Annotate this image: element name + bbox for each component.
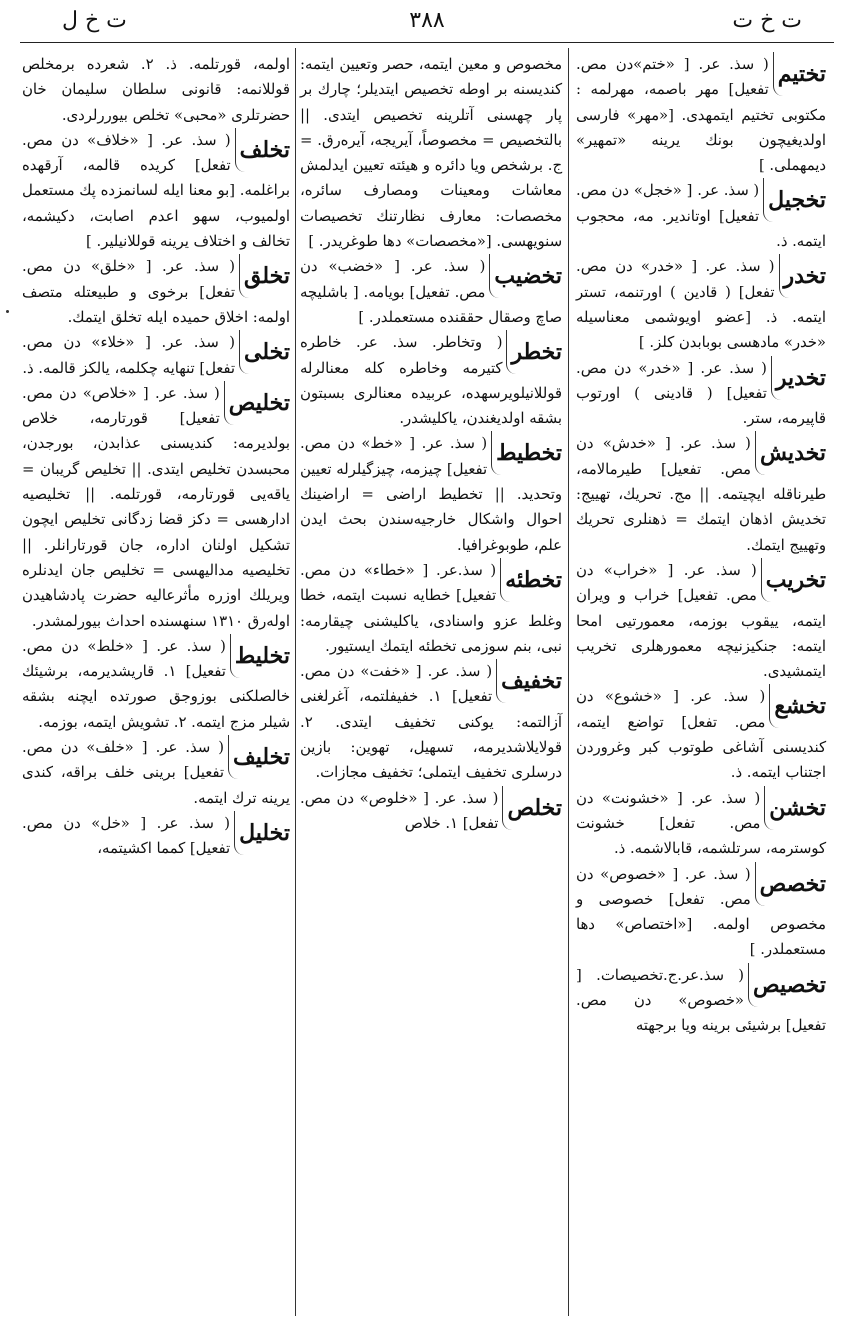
entry-definition: ( سذ. عر. [ «خجل» دن مص. تفعيل] اوتاندير. مه، محجوب ايتمه. ذ. xyxy=(576,182,826,251)
column-rule-right xyxy=(568,48,569,1316)
entry-headword: تختيم xyxy=(773,52,826,96)
entry-definition: ( سذ. عر. [ «خلاء» دن مص. تفعل] تنهايه چكلمه، يالكز قالمه. ذ. xyxy=(22,334,236,377)
entry-definition: ( سذ. عر. [ «خشوع» دن مص. تفعل] تواضع ايتمه، كنديسنى آشاغى طوتوب كبر وغروردن اجتناب ايتمه. ذ. xyxy=(576,688,826,782)
dictionary-entry xyxy=(576,431,826,557)
entry-headword: تخشن xyxy=(764,786,826,830)
entry-headword: تخلف xyxy=(235,128,290,172)
running-head xyxy=(22,6,832,36)
dictionary-entry xyxy=(576,178,826,254)
entry-definition: ( سذ. عر. [ «خلف» دن مص. تفعيل] برينى خلف براقه، كندى يرينه ترك ايتمه. xyxy=(22,739,290,807)
dictionary-entry xyxy=(22,811,290,862)
entry-definition: ( سذ. عر. [ «خلق» دن مص. تفعل] برخوى و طبيعتله متصف اولمه: اخلاق حميده ايله تخلق ايتمك. xyxy=(22,258,290,326)
entry-definition: ( سذ. عر. [ «خدر» دن مص. تفعيل] ( قادينى ) اورتوب قاپيرمه، ستر. xyxy=(576,359,826,428)
entry-definition: اولمه، قورتلمه. ذ. ٢. شعرده برمخلص قوللانمه: قانونى سلطان سليمان خان حضرتلرى «محبى» تخلص بيوررلردى. xyxy=(22,56,290,124)
entry-definition: ( سذ. عر. [ «خفت» دن مص. تفعيل] ١. خفيفلتمه، آغرلغنى آزالتمه: يوكنى تخفيف ايتدى. ٢. قولايلاشديرمه، تسهيل، تهوين: بازين درسلرى تخفيف ايتملى؛ تخفيف مجازات. xyxy=(300,663,562,782)
entry-headword: تخطر xyxy=(506,330,562,374)
dictionary-entry xyxy=(22,254,290,330)
dictionary-entry xyxy=(576,684,826,785)
entry-definition: ( سذ. عر. [ «خلط» دن مص. تفعيل] ١. قاريشديرمه، برشيئك خالصلكنى بوزوجق صورتده ايچنه بشقه شيلر مزج ايتمه. ٢. تشويش ايتمه، بوزمه. xyxy=(22,637,290,731)
entry-headword: تخضيب xyxy=(489,254,562,298)
entry-definition: ( سذ. عر. [ «خل» دن مص. تفعيل] كمما اكشيتمه، xyxy=(22,814,231,858)
entry-definition: ( سذ. عر. [ «ختم»دن مص. تفعيل] مهر باصمه، مهرلمه : مكتوبى تختيم ايتمهدى. [«مهر» فارسى اولديغيچون بونك يرينه «تمهير» ديمهملى. ] xyxy=(576,56,826,175)
header-rule xyxy=(20,42,834,43)
entry-headword: تخدر xyxy=(779,254,827,298)
entry-definition: ( سذ. عر. [ «خلاص» دن مص. تفعيل] قورتارمه، خلاص بولديرمه: كنديسنى عذابدن، بورجدن، محبسدن تخليص ايتدى. || تخليص گريبان = ياقەيى قورتارمه، قورتلمه. || تخليصيه ادارهسى = دكز قضا زدگانى تخليص ايچون تشكيل اولنان اداره، جان قورتارانلر. || تخليصيه مداليهسى = تخليص جان ايدنلره ويريلك اوزره مأثرعاليه حضرت پادشاهيدن اولەرق ١٣١٠ سنهسنده احداث بيورلمشدر. xyxy=(22,384,290,630)
entry-headword: تخلص xyxy=(502,786,562,830)
entry-definition: ( سذ. عر. [ «خشونت» دن مص. تفعل] خشونت كوسترمه، سرتلشمه، قابالاشمه. ذ. xyxy=(576,789,826,858)
entry-definition: ( سذ. عر. [ «خدر» دن مص. تفعل] ( قادين ) اورتنمه، تستر ايتمه. ذ. [عضو اويوشمى معناسيله «خدر» مادهسى بوبابدن كلز. ] xyxy=(576,258,826,352)
entry-headword: تخصص xyxy=(755,862,826,906)
dictionary-entry xyxy=(300,431,562,557)
entry-definition: مخصوص و معين ايتمه، حصر وتعيين ايتمه: كنديسنه بر اوطه تخصيص ايتديلر؛ چارك بر پار چهسنى آتلرينه تخصيص ايتدى. || بالتخصيص = مخصوصاً، آيريجه، آيرەرق. = ج. برشخص ويا دائره و هيئته تعيين ايدلمش معاشات ومعينات ومصارف سائره، مخصصات: معارف نظارتنك تخصيصات سنويهسى. [«مخصصات» دها طوغريدر. ] xyxy=(300,56,562,251)
dictionary-entry xyxy=(300,786,562,837)
entry-definition: ( سذ. عر. [ «خضب» دن مص. تفعيل] بويامه. [ باشليچه صاچ وصقال حققنده مستعملدر. ] xyxy=(300,258,562,326)
column-rule-left xyxy=(295,48,296,1316)
entry-headword: تخليط xyxy=(230,634,290,678)
entry-headword: تخليص xyxy=(224,381,290,425)
entry-headword: تخليف xyxy=(228,735,290,779)
entry-headword: تخشع xyxy=(769,684,826,728)
dictionary-entry xyxy=(22,330,290,381)
entry-headword: تخديش xyxy=(755,431,826,475)
entry-definition: ( سذ. عر. [ «خلوص» دن مص. تفعل] ١. خلاص xyxy=(300,789,499,832)
dictionary-entry xyxy=(300,558,562,659)
dictionary-entry xyxy=(22,52,290,128)
entry-definition: ( سذ.عر. [ «خطاء» دن مص. تفعيل] خطايه نسبت ايتمه، خطا وغلط عزو واسنادى، ياكليشنى چيقارمه: نبى، بنم سوزمى تخطئه ايتمك ايستيور. xyxy=(300,561,562,655)
dictionary-entry xyxy=(22,128,290,254)
entry-definition: ( سذ. عر. [ «خدش» دن مص. تفعيل] طيرمالامه، طيرناقله ايچيتمه. || مج. تحريك، تهييج: تخديش اذهان ايتمك = ذهنلرى تحريك وتهييج ايتمك. xyxy=(576,435,826,554)
dictionary-entry xyxy=(576,786,826,862)
entry-headword: تخليل xyxy=(234,811,290,855)
entry-definition: ( سذ. عر. [ «خلاف» دن مص. تفعل] كريده قالمه، آرقهده براغلمه. [بو معنا ايله لسانمزده پك مستعمل اولميوب، سهو اعدم اصابت، دكيشمه، تخالف و اختلاف يرينه قوللانيلير. ] xyxy=(22,131,290,251)
dictionary-entry xyxy=(576,963,826,1039)
entry-headword: تخلق xyxy=(239,254,290,298)
entry-headword: تخفيف xyxy=(496,659,562,703)
entry-definition: ( سذ. عر. [ «خراب» دن مص. تفعيل] خراب و ويران ايتمه، ييقوب بوزمه، معمورتيى امحا ايتمه: جنكيزنيچه معمورهلرى تخريب ايتمشيدى. xyxy=(576,561,826,681)
entry-definition: ( سذ. عر. [ «خط» دن مص. تفعيل] چيزمه، چيزگيلرله تعيين وتحديد. || تخطيط اراضى = اراضينك احوال واشكال خارجيەسندن بحث ايدن علم، طوبوغرافيا. xyxy=(300,435,562,554)
dictionary-entry xyxy=(22,735,290,811)
entry-headword: تخطيط xyxy=(491,431,562,475)
margin-dot xyxy=(6,310,9,313)
entry-definition: ( وتخاطر. سذ. عر. خاطره كتيرمه وخاطره كله معنالرله قوللانيلويرسهده، عربيده معنالرى بسبتون بشقه اولديغندن، ياكليشدر. xyxy=(300,334,562,428)
page-number: ٣٨٨ xyxy=(409,8,445,33)
dictionary-entry xyxy=(300,52,562,254)
entry-headword: تخطئه xyxy=(500,558,562,602)
entry-headword: تخصيص xyxy=(748,963,826,1007)
column-left xyxy=(22,52,290,862)
running-head-right: ت خ ت xyxy=(732,8,802,33)
running-head-left: ت خ ل xyxy=(62,8,127,33)
entry-headword: تخلى xyxy=(239,330,290,374)
dictionary-entry xyxy=(576,558,826,684)
entry-definition: ( سذ. عر. [ «خصوص» دن مص. تفعل] خصوصى و مخصوص اولمه. [«اختصاص» دها مستعملدر. ] xyxy=(576,865,826,959)
dictionary-entry xyxy=(576,862,826,963)
entry-definition: ( سذ.عر.ج.تخصيصات. [ «خصوص» دن مص. تفعيل] برشيئى برينه ويا برجهته xyxy=(576,966,826,1035)
entry-headword: تخدير xyxy=(771,356,826,400)
dictionary-entry xyxy=(22,634,290,735)
dictionary-entry xyxy=(300,254,562,330)
dictionary-entry xyxy=(576,254,826,355)
column-right xyxy=(576,52,826,1039)
column-middle xyxy=(300,52,562,836)
dictionary-entry xyxy=(22,381,290,634)
dictionary-entry xyxy=(300,330,562,431)
dictionary-entry xyxy=(576,52,826,178)
dictionary-entry xyxy=(576,356,826,432)
entry-headword: تخريب xyxy=(761,558,826,602)
dictionary-entry xyxy=(300,659,562,785)
entry-headword: تخجيل xyxy=(763,178,826,222)
